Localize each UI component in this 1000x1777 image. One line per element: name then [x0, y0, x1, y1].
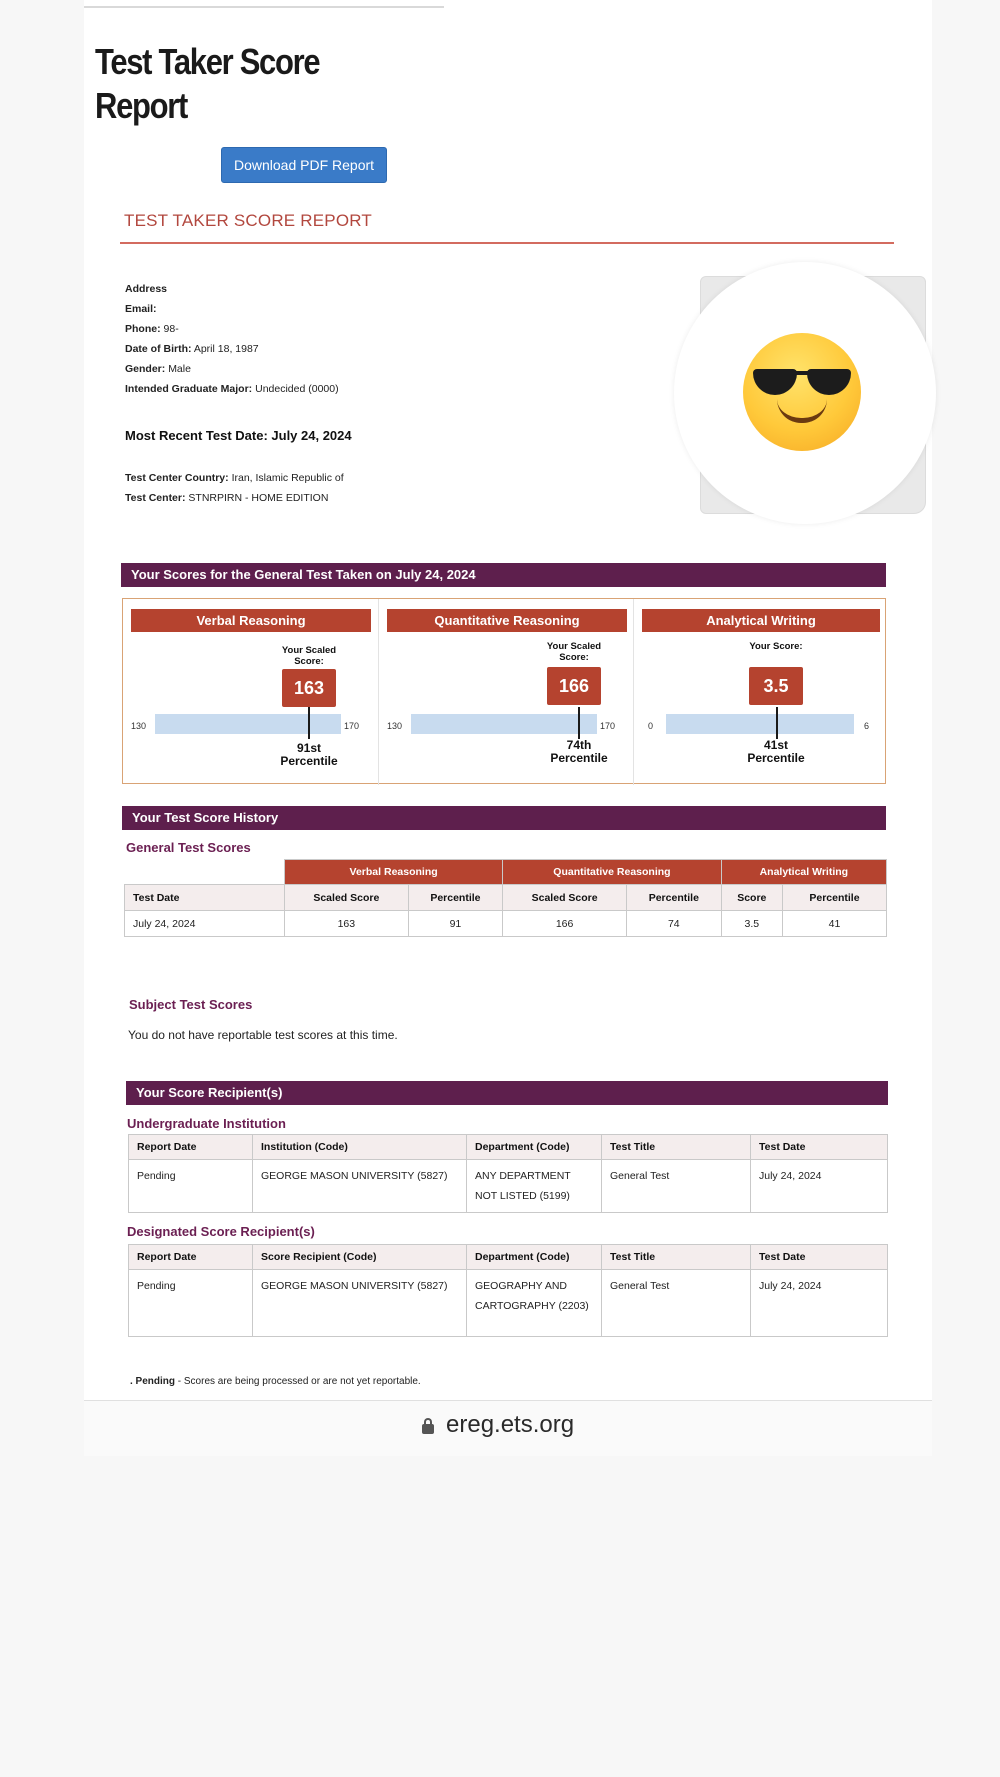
designated-recipients-table	[128, 1244, 888, 1337]
column-header: Report Date	[129, 1245, 253, 1270]
column-header: Test Title	[602, 1245, 751, 1270]
address-line: Address	[125, 283, 168, 295]
recipient-cell: GEORGE MASON UNIVERSITY (5827)	[253, 1270, 467, 1337]
column-header: Score	[721, 885, 782, 911]
sunglasses-lens-left	[753, 369, 797, 395]
score-history-bar: Your Test Score History	[122, 806, 886, 830]
recipient-cell: ANY DEPARTMENT NOT LISTED (5199)	[467, 1160, 602, 1213]
general-test-scores-heading: General Test Scores	[126, 840, 251, 855]
quant-percentile: 74th Percentile	[550, 738, 608, 765]
history-cell: 41	[782, 911, 886, 937]
recipient-cell: Pending	[129, 1270, 253, 1337]
designated-recipients-heading: Designated Score Recipient(s)	[127, 1224, 315, 1239]
column-header: Scaled Score	[503, 885, 627, 911]
recipient-cell: Pending	[129, 1160, 253, 1213]
dob-line: Date of Birth: April 18, 1987	[125, 343, 259, 355]
recipient-cell: General Test	[602, 1270, 751, 1337]
subject-test-scores-heading: Subject Test Scores	[129, 997, 253, 1012]
column-header: Test Title	[602, 1135, 751, 1160]
quant-panel-header: Quantitative Reasoning	[387, 609, 627, 632]
quant-min: 130	[387, 721, 403, 731]
verbal-score-value: 163	[282, 669, 336, 707]
page-title: Test Taker Score Report	[95, 41, 320, 126]
no-subject-scores-message: You do not have reportable test scores at this time.	[128, 1028, 398, 1042]
recipient-cell: GEORGE MASON UNIVERSITY (5827)	[253, 1160, 467, 1213]
quant-score-value: 166	[547, 667, 601, 705]
verbal-score-bar	[155, 714, 341, 734]
writing-score-marker	[776, 707, 778, 739]
table-row	[129, 1160, 888, 1213]
table-row	[125, 911, 887, 937]
url-text[interactable]: ereg.ets.org	[446, 1411, 575, 1438]
history-cell: 163	[285, 911, 409, 937]
test-center: Test Center: STNRPIRN - HOME EDITION	[125, 492, 329, 504]
sunglasses-lens-right	[807, 369, 851, 395]
verbal-max: 170	[344, 721, 360, 731]
gender-line: Gender: Male	[125, 363, 191, 375]
verbal-min: 130	[131, 721, 147, 731]
smiling-face-with-sunglasses-icon	[743, 333, 861, 451]
column-header: Percentile	[408, 885, 503, 911]
quant-score-bar	[411, 714, 597, 734]
column-header: Report Date	[129, 1135, 253, 1160]
general-scores-bar: Your Scores for the General Test Taken on July 24, 2024	[121, 563, 886, 587]
column-header: Test Date	[751, 1135, 888, 1160]
undergrad-institution-heading: Undergraduate Institution	[127, 1116, 286, 1131]
recipient-cell: July 24, 2024	[751, 1270, 888, 1337]
quant-score-marker	[578, 707, 580, 739]
scores-panel-group	[122, 598, 886, 784]
history-group-verbal: Verbal Reasoning	[285, 860, 503, 885]
writing-score-value: 3.5	[749, 667, 803, 705]
verbal-score-label: Your Scaled Score:	[281, 645, 337, 667]
test-center-country: Test Center Country: Iran, Islamic Republic of	[125, 472, 344, 484]
writing-panel	[633, 599, 887, 785]
history-cell: July 24, 2024	[125, 911, 285, 937]
verbal-score-marker	[308, 707, 310, 739]
history-group-writing: Analytical Writing	[721, 860, 886, 885]
history-cell: 91	[408, 911, 503, 937]
verbal-percentile: 91st Percentile	[280, 741, 338, 768]
writing-score-label: Your Score:	[749, 641, 803, 652]
column-header: Percentile	[782, 885, 886, 911]
major-line: Intended Graduate Major: Undecided (0000)	[125, 383, 339, 395]
column-header: Score Recipient (Code)	[253, 1245, 467, 1270]
history-cell: 3.5	[721, 911, 782, 937]
quant-score-label: Your Scaled Score:	[546, 641, 602, 663]
column-header: Test Date	[125, 885, 285, 911]
column-header: Institution (Code)	[253, 1135, 467, 1160]
top-divider	[84, 6, 444, 8]
column-header: Percentile	[626, 885, 721, 911]
quant-max: 170	[600, 721, 616, 731]
lock-icon	[422, 1418, 434, 1434]
smile-mouth	[777, 399, 827, 423]
history-group-quant: Quantitative Reasoning	[503, 860, 721, 885]
empty-header-cell	[125, 860, 285, 885]
writing-min: 0	[648, 721, 654, 731]
phone-line: Phone: 98-	[125, 323, 179, 335]
lock-body	[422, 1424, 434, 1434]
heading-divider	[120, 242, 894, 244]
column-header: Department (Code)	[467, 1245, 602, 1270]
column-header: Department (Code)	[467, 1135, 602, 1160]
history-cell: 166	[503, 911, 627, 937]
pending-footnote: . Pending - Scores are being processed or are not yet reportable.	[130, 1376, 421, 1387]
writing-panel-header: Analytical Writing	[642, 609, 880, 632]
score-history-table	[124, 859, 887, 937]
verbal-panel	[123, 599, 378, 785]
email-line: Email:	[125, 303, 157, 315]
table-row	[129, 1270, 888, 1337]
history-cell: 74	[626, 911, 721, 937]
recipient-cell: GEOGRAPHY AND CARTOGRAPHY (2203)	[467, 1270, 602, 1337]
writing-score-bar	[666, 714, 854, 734]
verbal-panel-header: Verbal Reasoning	[131, 609, 371, 632]
recent-test-date: Most Recent Test Date: July 24, 2024	[125, 428, 352, 443]
column-header: Scaled Score	[285, 885, 409, 911]
undergrad-institution-table	[128, 1134, 888, 1213]
report-heading: TEST TAKER SCORE REPORT	[124, 211, 373, 230]
recipient-cell: July 24, 2024	[751, 1160, 888, 1213]
writing-percentile: 41st Percentile	[747, 738, 805, 765]
column-header: Test Date	[751, 1245, 888, 1270]
download-pdf-button[interactable]: Download PDF Report	[221, 147, 387, 183]
score-recipients-bar: Your Score Recipient(s)	[126, 1081, 888, 1105]
writing-max: 6	[864, 721, 870, 731]
recipient-cell: General Test	[602, 1160, 751, 1213]
quant-panel	[378, 599, 633, 785]
